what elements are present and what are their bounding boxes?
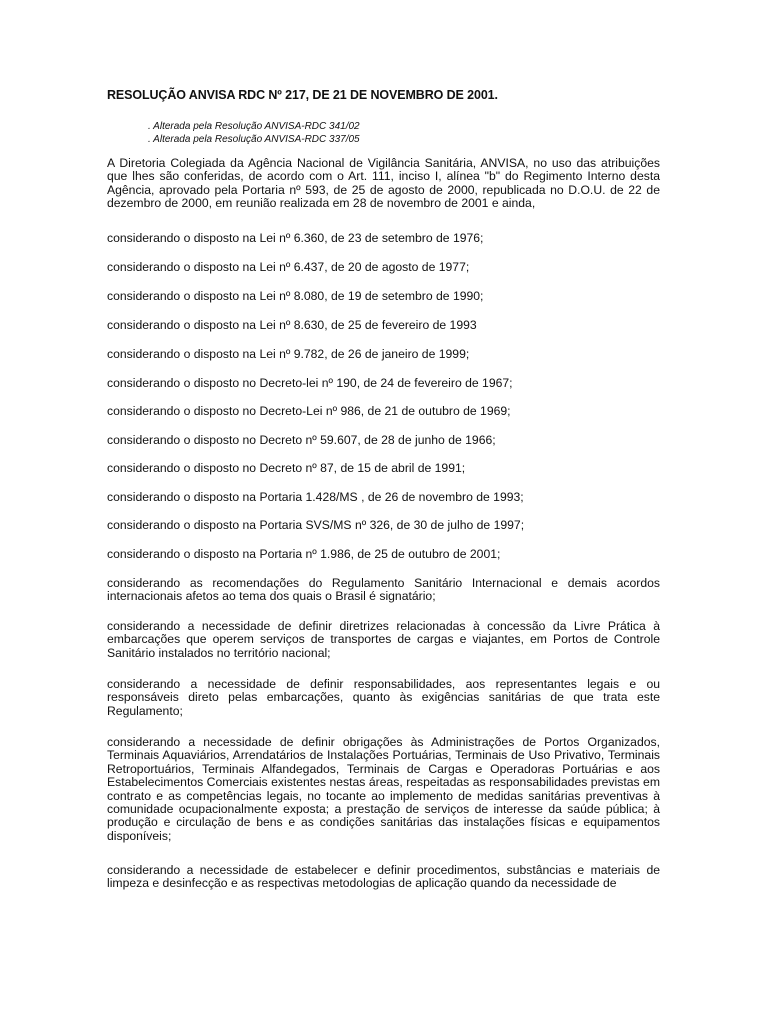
considering-clause: considerando o disposto na Portaria SVS/MS nº 326, de 30 de julho de 1997; (107, 518, 525, 532)
amendment-notes (148, 120, 360, 146)
considering-clause: considerando o disposto na Lei nº 9.782, de 26 de janeiro de 1999; (107, 347, 470, 361)
considering-clause: considerando a necessidade de estabelecer e definir procedimentos, substâncias e materiais de limpeza e desinfecção e as respectivas metodologias de aplicação quando da necessidade de (107, 863, 660, 891)
considering-clause: considerando a necessidade de definir responsabilidades, aos representantes legais e ou responsáveis direto pelas embarcações, quanto às exigências sanitárias de que trata este Regulamento; (107, 677, 660, 718)
considering-clause: considerando a necessidade de definir diretrizes relacionadas à concessão da Livre Prática à embarcações que operem serviços de transportes de cargas e viajantes, em Portos de Controle Sanitário instalados no território nacional; (107, 619, 660, 660)
considering-clause: considerando o disposto na Lei nº 8.080, de 19 de setembro de 1990; (107, 289, 484, 303)
considering-clause: considerando o disposto na Lei nº 6.437, de 20 de agosto de 1977; (107, 260, 470, 274)
considering-clause: considerando a necessidade de definir obrigações às Administrações de Portos Organizados, Terminais Aquaviários, Arrendatários de Instalações Portuárias, Terminais de Uso Privativo, Terminais Retroportuários, Terminais Alfandegados, Terminais de Cargas e Operadoras Portuárias e aos Estabelecimentos Comerciais existentes nestas áreas, respeitadas as responsabilidades previstas em contrato e as competências legais, no tocante ao implemento de medidas sanitárias preventivas à comunidade ocupacionalmente exposta; a prestação de serviços de interesse da saúde pública; à produção e circulação de bens e as condições sanitárias das instalações físicas e equipamentos disponíveis; (107, 735, 660, 843)
amendment-note: . Alterada pela Resolução ANVISA-RDC 341/02 (148, 121, 360, 132)
considering-clause: considerando o disposto no Decreto-lei nº 190, de 24 de fevereiro de 1967; (107, 376, 513, 390)
preamble-paragraph: A Diretoria Colegiada da Agência Nacional de Vigilância Sanitária, ANVISA, no uso das atribuições que lhes são conferidas, de acordo com o Art. 111, inciso I, alínea "b" do Regimento Interno desta Agência, aprovado pela Portaria nº 593, de 25 de agosto de 2000, republicada no D.O.U. de 22 de dezembro de 2000, em reunião realizada em 28 de novembro de 2001 e ainda, (107, 156, 660, 211)
considering-clause: considerando o disposto na Portaria nº 1.986, de 25 de outubro de 2001; (107, 547, 501, 561)
considering-clause: considerando o disposto no Decreto-Lei nº 986, de 21 de outubro de 1969; (107, 404, 511, 418)
considering-clause: considerando as recomendações do Regulamento Sanitário Internacional e demais acordos internacionais afetos ao tema dos quais o Brasil é signatário; (107, 576, 660, 604)
considering-clause: considerando o disposto na Portaria 1.428/MS , de 26 de novembro de 1993; (107, 490, 524, 504)
considering-clause: considerando o disposto no Decreto nº 59.607, de 28 de junho de 1966; (107, 433, 496, 447)
considering-clause: considerando o disposto na Lei nº 6.360, de 23 de setembro de 1976; (107, 231, 484, 245)
considering-clause: considerando o disposto no Decreto nº 87, de 15 de abril de 1991; (107, 461, 466, 475)
considering-clause: considerando o disposto na Lei nº 8.630, de 25 de fevereiro de 1993 (107, 318, 477, 332)
document-title: RESOLUÇÃO ANVISA RDC Nº 217, DE 21 DE NOVEMBRO DE 2001. (107, 87, 498, 102)
amendment-note: . Alterada pela Resolução ANVISA-RDC 337/05 (148, 134, 360, 145)
